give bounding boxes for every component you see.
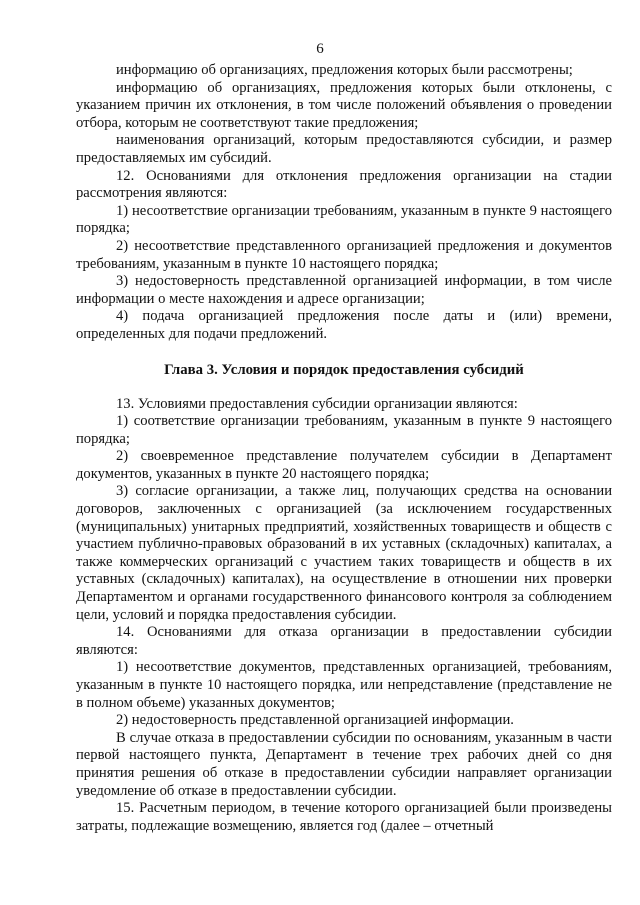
list-item: 1) несоответствие организации требованиям, указанным в пункте 9 настоящего порядка; (76, 202, 612, 237)
paragraph: В случае отказа в предоставлении субсидии по основаниям, указанным в части первой настоящего пункта, Департамент в течение трех рабочих дней со дня принятия решения об отказе в предоставлении субсидии направляет организации уведомление об отказе в предоставлении субсидии. (76, 729, 612, 799)
chapter-heading: Глава 3. Условия и порядок предоставления субсидий (164, 361, 524, 378)
list-item: 4) подача организацией предложения после даты и (или) времени, определенных для подачи предложений. (76, 308, 612, 342)
list-item: 3) недостоверность представленной организацией информации, в том числе информации о месте нахождения и адресе организации; (76, 273, 612, 307)
list-item: 1) соответствие организации требованиям, указанным в пункте 9 настоящего порядка; (76, 413, 612, 447)
document-body (76, 62, 612, 835)
paragraph-clause-15: 15. Расчетным периодом, в течение которого организацией были произведены затраты, подлежащие возмещению, является год (далее – отчетный (76, 800, 612, 834)
paragraph: информацию об организациях, предложения которых были отклонены, с указанием причин их отклонения, в том числе положений объявления о проведении отбора, которым не соответствуют такие предложения; (76, 79, 612, 131)
paragraph: наименования организаций, которым предоставляются субсидии, и размер предоставляемых им субсидий. (76, 132, 612, 166)
list-item: 1) несоответствие документов, представленных организацией, требованиям, указанным в пункте 10 настоящего порядка, или непредставление (представление не в полном объеме) указанных документов; (76, 659, 612, 711)
paragraph-clause-13: 13. Условиями предоставления субсидии организации являются: (116, 395, 518, 412)
paragraph-clause-14: 14. Основаниями для отказа организации в предоставлении субсидии являются: (76, 624, 612, 658)
list-item: 2) недостоверность представленной организацией информации. (116, 712, 514, 729)
list-item: 2) своевременное представление получателем субсидии в Департамент документов, указанных в пункте 20 настоящего порядка; (76, 448, 612, 482)
list-item: 2) несоответствие представленного организацией предложения и документов требованиям, указанным в пункте 10 настоящего порядка; (76, 237, 612, 272)
paragraph-clause-12: 12. Основаниями для отклонения предложения организации на стадии рассмотрения являются: (76, 167, 612, 202)
paragraph: информацию об организациях, предложения которых были рассмотрены; (116, 62, 573, 78)
list-item: 3) согласие организации, а также лиц, получающих средства на основании договоров, заключенных с организацией (за исключением государственных (муниципальных) унитарных предприятий, хозяйственных товариществ и обществ с участием публично-правовых образований в их уставных (складочных) капиталах, а также коммерческих организаций с участием таких товариществ и обществ в их уставных (складочных) капиталах), на осуществление в отношении них проверки Департаментом и органами государственного финансового контроля за соблюдением цели, условий и порядка предоставления субсидии. (76, 483, 612, 623)
page-number: 6 (316, 41, 324, 57)
